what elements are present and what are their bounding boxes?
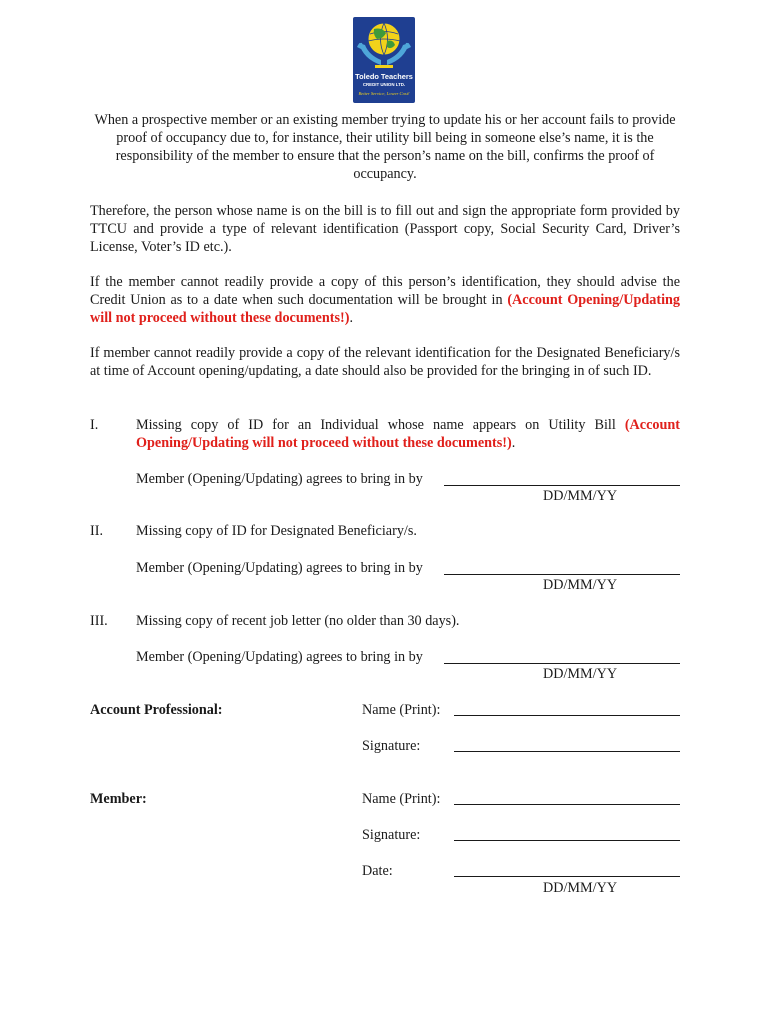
date-field-line[interactable] <box>444 574 680 575</box>
item-number: III. <box>90 613 108 629</box>
logo-name: Toledo Teachers <box>355 72 413 81</box>
ttcu-logo <box>353 17 415 103</box>
period: . <box>349 310 353 326</box>
identification-paragraph: Therefore, the person whose name is on the bill is to fill out and sign the appropriate form provided by TTCU and provide a type of relevant identification (Passport copy, Social Security Card, Driver’s License, Voter’s ID etc.). <box>90 203 680 255</box>
intro-paragraph: When a prospective member or an existing member trying to update his or her account fails to provide proof of occupancy due to, for instance, their utility bill being in someone else’s name, it is the responsibility of the member to ensure that the person’s name on the bill, confirms the proof of occupancy. <box>94 112 676 182</box>
item-number: II. <box>90 523 103 539</box>
agree-label: Member (Opening/Updating) agrees to bring in by <box>136 649 423 665</box>
advise-date-paragraph <box>90 273 680 327</box>
signature-label: Signature: <box>362 738 421 754</box>
date-format-label: DD/MM/YY <box>543 577 618 593</box>
name-print-label: Name (Print): <box>362 702 441 718</box>
signature-label: Signature: <box>362 827 421 843</box>
date-format-label: DD/MM/YY <box>543 880 618 896</box>
date-field-line[interactable] <box>444 485 680 486</box>
item-number: I. <box>90 417 99 433</box>
agree-label: Member (Opening/Updating) agrees to bring in by <box>136 560 423 576</box>
account-professional-signature-field[interactable] <box>454 751 680 752</box>
item-description: Missing copy of ID for Designated Beneficiary/s. <box>136 523 417 539</box>
globe-hands-icon <box>353 17 415 73</box>
member-name-field[interactable] <box>454 804 680 805</box>
item-description: Missing copy of ID for an Individual whose name appears on Utility Bill <box>136 417 625 433</box>
member-date-field[interactable] <box>454 876 680 877</box>
account-professional-heading: Account Professional: <box>90 702 223 718</box>
beneficiary-paragraph: If member cannot readily provide a copy of the relevant identification for the Designated Beneficiary/s at time of Account opening/updating, a date should also be provided for the bringing in of such ID. <box>90 345 680 379</box>
date-format-label: DD/MM/YY <box>543 666 618 682</box>
account-professional-name-field[interactable] <box>454 715 680 716</box>
date-format-label: DD/MM/YY <box>543 488 618 504</box>
member-signature-field[interactable] <box>454 840 680 841</box>
agree-label: Member (Opening/Updating) agrees to bring in by <box>136 471 423 487</box>
logo-tagline: Better Service, Lower Cost! <box>358 91 410 96</box>
warning-text: (Account Opening/Updating will not proceed without these documents!) <box>136 417 680 451</box>
warning-text: (Account Opening/Updating will not proceed without these documents!) <box>90 292 680 326</box>
member-heading: Member: <box>90 791 147 807</box>
period: . <box>511 435 516 451</box>
date-label: Date: <box>362 863 393 879</box>
name-print-label: Name (Print): <box>362 791 441 807</box>
item-text <box>136 416 680 452</box>
item-description: Missing copy of recent job letter (no older than 30 days). <box>136 613 460 629</box>
date-field-line[interactable] <box>444 663 680 664</box>
advise-date-text: If the member cannot readily provide a copy of this person’s identification, they should advise the Credit Union as to a date when such documentation will be brought in <box>90 274 680 308</box>
logo-subname: CREDIT UNION LTD. <box>362 82 406 87</box>
